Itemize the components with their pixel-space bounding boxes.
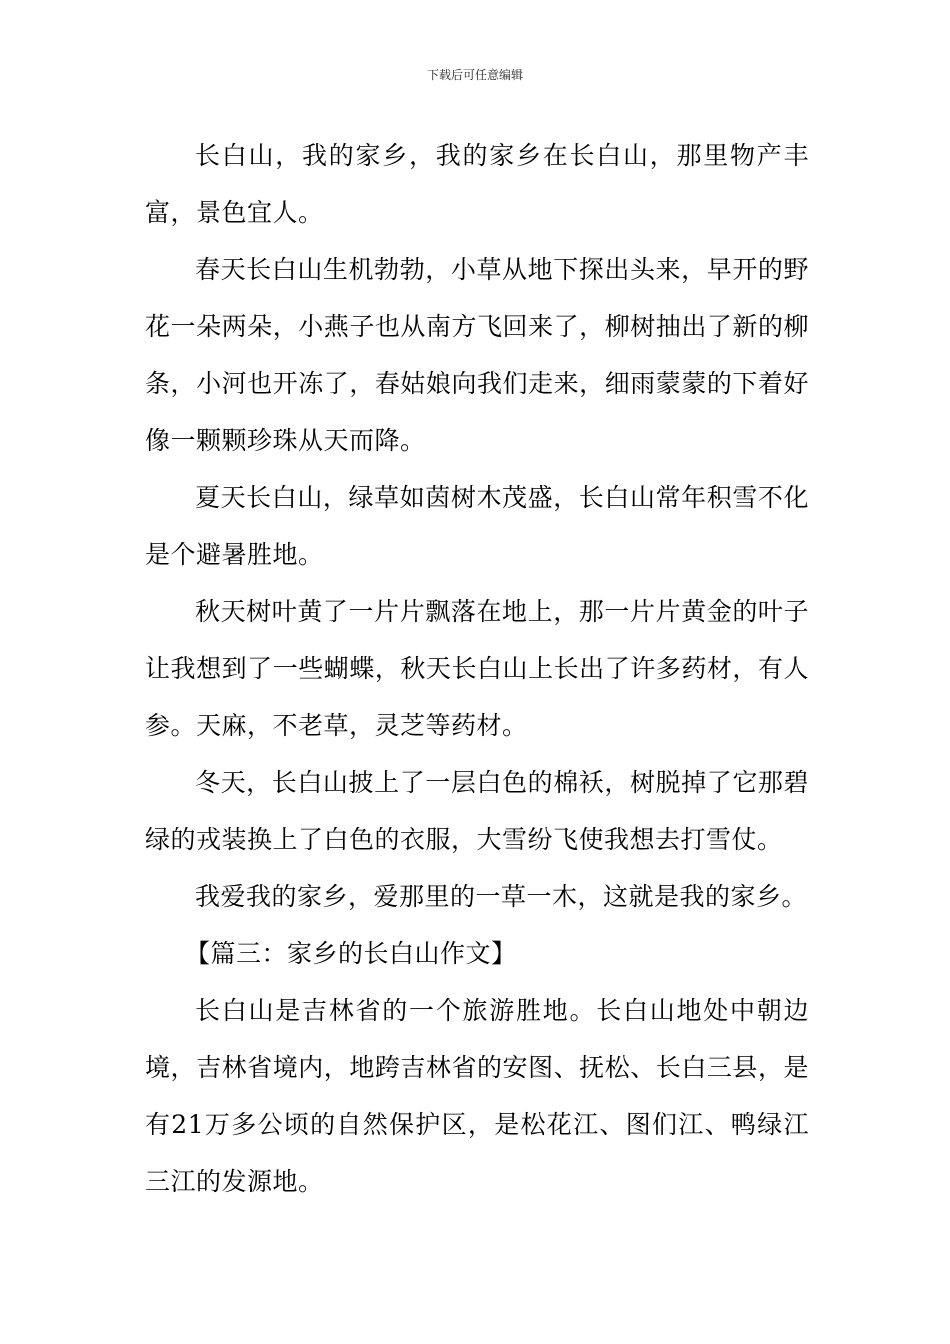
paragraph-conclusion: 我爱我的家乡，爱那里的一草一木，这就是我的家乡。 [195,882,808,911]
paragraph-section-three: 长白山是吉林省的一个旅游胜地。长白山地处中朝边境，吉林省境内，地跨吉林省的安图、抚松、长白三县，是有21万多公顷的自然保护区，是松花江、图们江、鸭绿江三江的发源地。 [145,996,809,1196]
document-body [145,127,809,1210]
paragraph-spring: 春天长白山生机勃勃，小草从地下探出头来，早开的野花一朵两朵，小燕子也从南方飞回来了，柳树抽出了新的柳条，小河也开冻了，春姑娘向我们走来，细雨蒙蒙的下着好像一颗颗珍珠从天而降。 [145,255,809,455]
paragraph-autumn: 秋天树叶黄了一片片飘落在地上，那一片片黄金的叶子让我想到了一些蝴蝶，秋天长白山上长出了许多药材，有人参。天麻，不老草，灵芝等药材。 [145,597,809,740]
paragraph-winter: 冬天，长白山披上了一层白色的棉袄，树脱掉了它那碧绿的戎装换上了白色的衣服，大雪纷飞使我想去打雪仗。 [145,768,809,854]
paragraph-intro: 长白山，我的家乡，我的家乡在长白山，那里物产丰富，景色宜人。 [145,141,809,227]
paragraph-summer: 夏天长白山，绿草如茵树木茂盛，长白山常年积雪不化是个避暑胜地。 [145,483,809,569]
section-heading: 【篇三：家乡的长白山作文】 [185,939,517,968]
page-header: 下载后可任意编辑 [426,68,523,82]
